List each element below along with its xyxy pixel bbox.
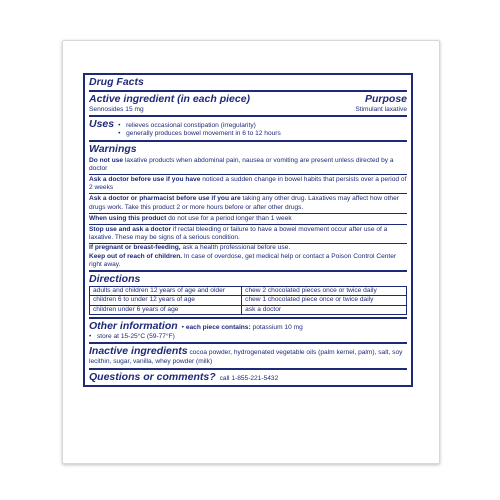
- uses-section: [89, 117, 407, 139]
- active-ingredient-section: [89, 92, 407, 115]
- drug-label-card: [62, 40, 440, 464]
- purpose-value: Stimulant laxative: [355, 106, 407, 113]
- active-ingredient-value: Sennosides 15 mg: [89, 106, 144, 113]
- directions-section: [89, 272, 407, 317]
- drug-facts-title: Drug Facts: [89, 76, 144, 88]
- inactive-ingredients-heading: Inactive ingredients: [89, 345, 188, 358]
- directions-heading: Directions: [89, 273, 141, 286]
- inactive-ingredients-text: cocoa powder, hydrogenated vegetable oils (palm kernel, palm), salt, soy lecithin, sugar, vanilla, whey powder (milk): [89, 349, 403, 366]
- questions-phone: call 1-855-221-5432: [219, 374, 279, 382]
- table-row: children 6 to under 12 years of age chew 1 chocolated piece once or twice daily: [90, 296, 407, 305]
- warning-stop-use: Stop use and ask a doctor if rectal bleeding or failure to have a bowel movement occur after use of a laxative. These may be signs of a serious condition.: [89, 226, 388, 242]
- questions-section: [89, 370, 407, 385]
- active-ingredient-heading: Active ingredient (in each piece): [89, 93, 251, 105]
- table-row: children under 6 years of age ask a doctor: [90, 305, 407, 314]
- list-item: • generally produces bowel movement in 6 to 12 hours: [118, 130, 281, 138]
- other-information-heading: Other information: [89, 320, 178, 333]
- warnings-heading: Warnings: [89, 142, 137, 155]
- table-row: adults and children 12 years of age and older chew 2 chocolated pieces once or twice daily: [90, 287, 407, 296]
- questions-heading: Questions or comments?: [89, 370, 216, 383]
- warning-do-not-use: Do not use laxative products when abdominal pain, nausea or vomiting are present unless directed by a doctor: [89, 156, 394, 172]
- warning-pregnant: If pregnant or breast-feeding, ask a health professional before use.: [89, 244, 291, 252]
- warning-when-using: When using this product do not use for a period longer than 1 week: [89, 214, 292, 222]
- uses-heading: Uses: [89, 118, 115, 131]
- warning-ask-doctor: Ask a doctor before use if you have noticed a sudden change in bowel habits that persists over a period of 2 weeks: [89, 176, 407, 192]
- warning-keep-out-of-reach: Keep out of reach of children. In case of overdose, get medical help or contact a Poison Control Center right away.: [89, 252, 397, 268]
- warnings-section: [89, 142, 407, 270]
- list-item: • relieves occasional constipation (irregularity): [118, 122, 256, 130]
- inactive-ingredients-section: [89, 344, 407, 367]
- list-item: • store at 15-25°C (59-77°F): [89, 333, 175, 341]
- warning-ask-pharmacist: Ask a doctor or pharmacist before use if you are taking any other drug. Laxatives may affect how other drugs work. Take this product 2 or more hours before or after other drugs.: [89, 195, 399, 211]
- drug-facts-panel: [83, 73, 413, 387]
- directions-table: [89, 286, 407, 315]
- other-information-section: Other information • each piece contains: potassium 10 mg • store at 15-25°C (59-77°F): [89, 319, 407, 342]
- purpose-heading: Purpose: [364, 93, 407, 105]
